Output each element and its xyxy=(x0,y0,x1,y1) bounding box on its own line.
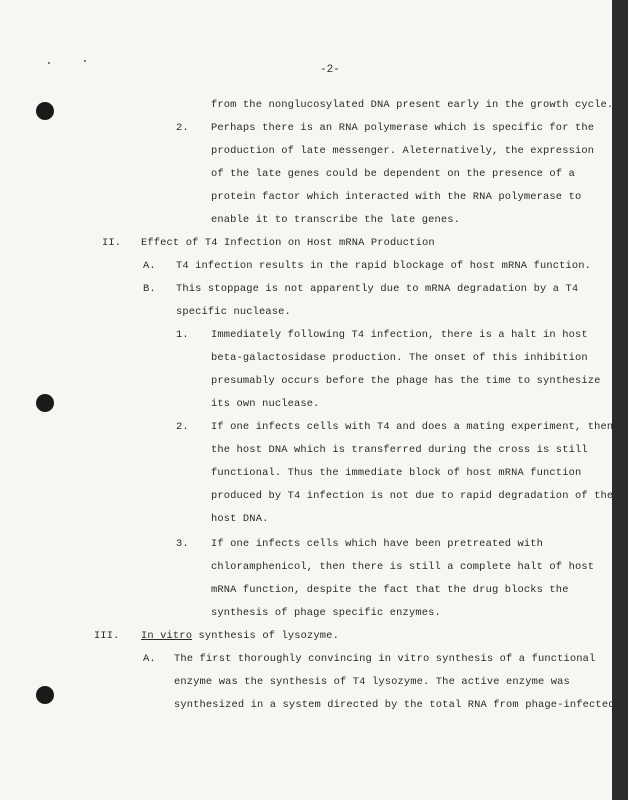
item-letter: A. xyxy=(143,653,156,665)
text-line: The first thoroughly convincing in vitro synthesis of a functional xyxy=(174,653,596,665)
text-line: from the nonglucosylated DNA present early in the growth cycle. xyxy=(211,99,614,111)
item-number: 2. xyxy=(176,421,189,433)
text-line: the host DNA which is transferred during the cross is still xyxy=(211,444,588,456)
text-line: host DNA. xyxy=(211,513,269,525)
section-title-rest: synthesis of lysozyme. xyxy=(192,630,339,642)
punch-hole xyxy=(36,102,54,120)
text-line: produced by T4 infection is not due to rapid degradation of the xyxy=(211,490,614,502)
punch-hole xyxy=(36,686,54,704)
item-letter: B. xyxy=(143,283,156,295)
item-number: 1. xyxy=(176,329,189,341)
punch-hole xyxy=(36,394,54,412)
text-line: synthesis of phage specific enzymes. xyxy=(211,607,441,619)
text-line: specific nuclease. xyxy=(176,306,291,318)
item-number: 3. xyxy=(176,538,189,550)
text-line: presumably occurs before the phage has the time to synthesize xyxy=(211,375,601,387)
text-line: enable it to transcribe the late genes. xyxy=(211,214,461,226)
section-number: II. xyxy=(102,237,122,249)
text-line: T4 infection results in the rapid blockage of host mRNA function. xyxy=(176,260,592,272)
text-line: enzyme was the synthesis of T4 lysozyme. The active enzyme was xyxy=(174,676,570,688)
text-line: chloramphenicol, then there is still a complete halt of host xyxy=(211,561,595,573)
section-title: Effect of T4 Infection on Host mRNA Production xyxy=(141,237,435,249)
section-title-emphasis: In vitro xyxy=(141,630,193,642)
item-letter: A. xyxy=(143,260,156,272)
section-title xyxy=(141,630,339,642)
text-line: If one infects cells with T4 and does a mating experiment, then xyxy=(211,421,614,433)
item-number: 2. xyxy=(176,122,189,134)
page-number: -2- xyxy=(320,64,340,76)
text-line: of the late genes could be dependent on the presence of a xyxy=(211,168,575,180)
text-line: its own nuclease. xyxy=(211,398,320,410)
speck xyxy=(48,62,50,64)
speck xyxy=(84,60,86,62)
section-number: III. xyxy=(94,630,120,642)
text-line: functional. Thus the immediate block of host mRNA function xyxy=(211,467,582,479)
text-line: protein factor which interacted with the RNA polymerase to xyxy=(211,191,582,203)
text-line: mRNA function, despite the fact that the drug blocks the xyxy=(211,584,569,596)
text-line: Perhaps there is an RNA polymerase which is specific for the xyxy=(211,122,595,134)
text-line: This stoppage is not apparently due to mRNA degradation by a T4 xyxy=(176,283,579,295)
text-line: synthesized in a system directed by the total RNA from phage-infected xyxy=(174,699,615,711)
text-line: Immediately following T4 infection, there is a halt in host xyxy=(211,329,588,341)
text-line: beta-galactosidase production. The onset of this inhibition xyxy=(211,352,588,364)
text-line: If one infects cells which have been pretreated with xyxy=(211,538,544,550)
text-line: production of late messenger. Aleternatively, the expression xyxy=(211,145,595,157)
